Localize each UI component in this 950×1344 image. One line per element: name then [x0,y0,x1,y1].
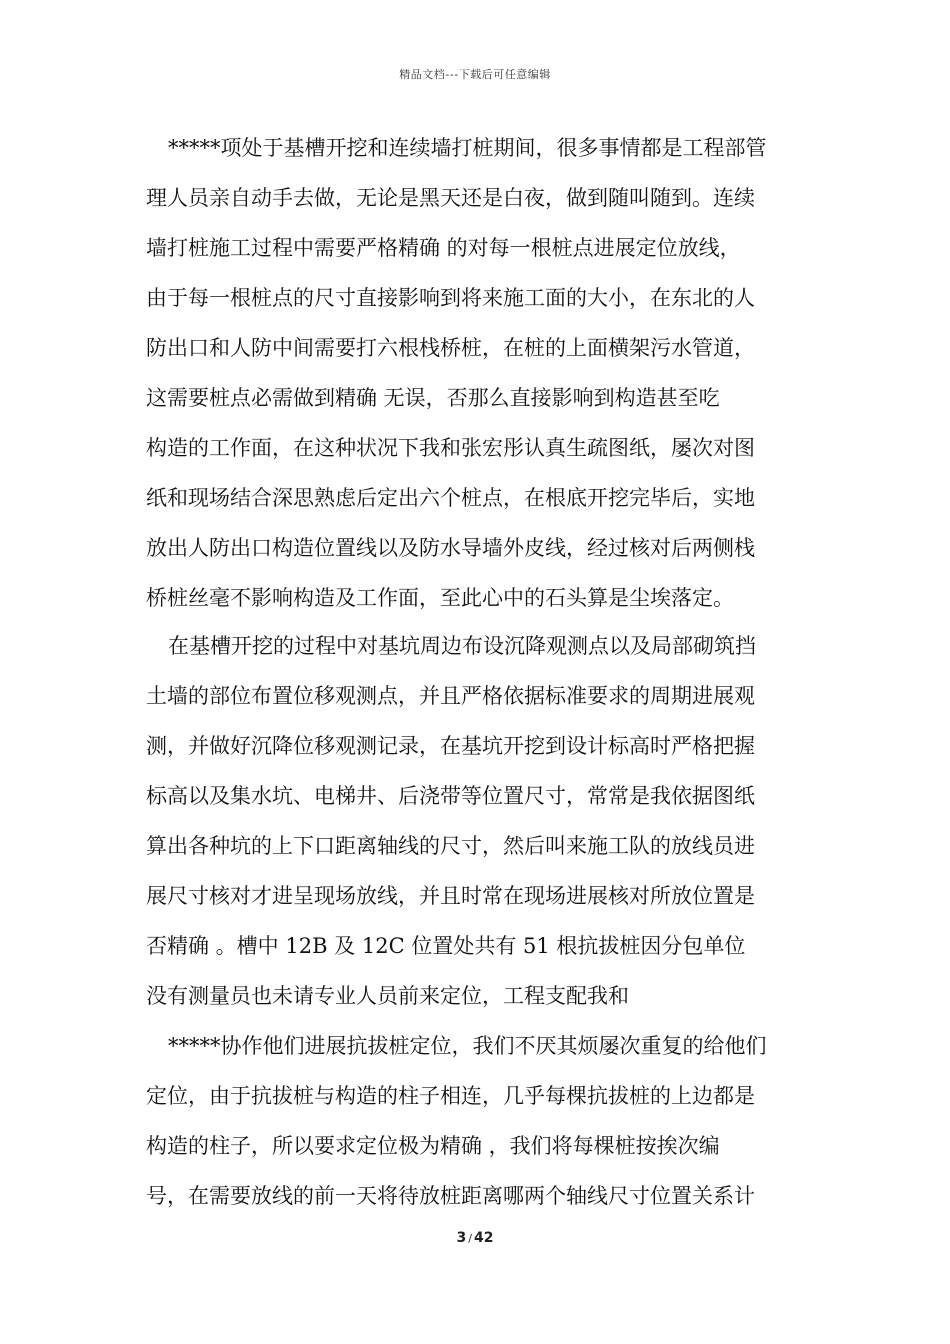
text-line: 定位，由于抗拔桩与构造的柱子相连，几乎每棵抗拔桩的上边都是 [146,1084,755,1108]
current-page-number: 3 [456,1230,467,1246]
text-line: 否精确 。槽中 12B 及 12C 位置处共有 51 根抗拔桩因分包单位 [146,934,746,958]
text-line: 放出人防出口构造位置线以及防水导墙外皮线，经过核对后两侧栈 [146,536,755,560]
text-line: 理人员亲自动手去做，无论是黑天还是白夜，做到随叫随到。连续 [146,186,755,210]
text-line: 防出口和人防中间需要打六根栈桥桩，在桩的上面横架污水管道， [146,336,755,360]
text-line: 没有测量员也未请专业人员前来定位，工程支配我和 [146,984,629,1008]
text-line: 墙打桩施工过程中需要严格精确 的对每一根桩点进展定位放线， [146,236,741,260]
text-line: 号，在需要放线的前一天将待放桩距离哪两个轴线尺寸位置关系计 [146,1184,755,1208]
text-line: 土墙的部位布置位移观测点，并且严格依据标准要求的周期进展观 [146,684,755,708]
text-line: 纸和现场结合深思熟虑后定出六个桩点，在根底开挖完毕后，实地 [146,486,755,510]
text-line: 在基槽开挖的过程中对基坑周边布设沉降观测点以及局部砌筑挡 [168,634,756,658]
page-number [0,1230,950,1246]
page-header: 精品文档---下载后可任意编辑 [399,68,551,81]
text-line: 构造的工作面，在这种状况下我和张宏彤认真生疏图纸，屡次对图 [146,436,755,460]
text-line: *****项处于基槽开挖和连续墙打桩期间，很多事情都是工程部管 [168,136,767,160]
text-line: 由于每一根桩点的尺寸直接影响到将来施工面的大小，在东北的人 [146,286,755,310]
text-line: 构造的柱子，所以要求定位极为精确 ，我们将每棵桩按挨次编 [146,1134,720,1158]
text-line: 桥桩丝毫不影响构造及工作面，至此心中的石头算是尘埃落定。 [146,586,734,610]
text-line: 展尺寸核对才进呈现场放线，并且时常在现场进展核对所放位置是 [146,884,755,908]
text-line: *****协作他们进展抗拔桩定位，我们不厌其烦屡次重复的给他们 [168,1034,767,1058]
text-line: 标高以及集水坑、电梯井、后浇带等位置尺寸，常常是我依据图纸 [146,784,755,808]
page-separator: / [468,1232,472,1245]
text-line: 算出各种坑的上下口距离轴线的尺寸，然后叫来施工队的放线员进 [146,834,755,858]
text-line: 这需要桩点必需做到精确 无误，否那么直接影响到构造甚至吃 [146,386,720,410]
text-line: 测，并做好沉降位移观测记录，在基坑开挖到设计标高时严格把握 [146,734,755,758]
total-pages-number: 42 [473,1230,494,1246]
